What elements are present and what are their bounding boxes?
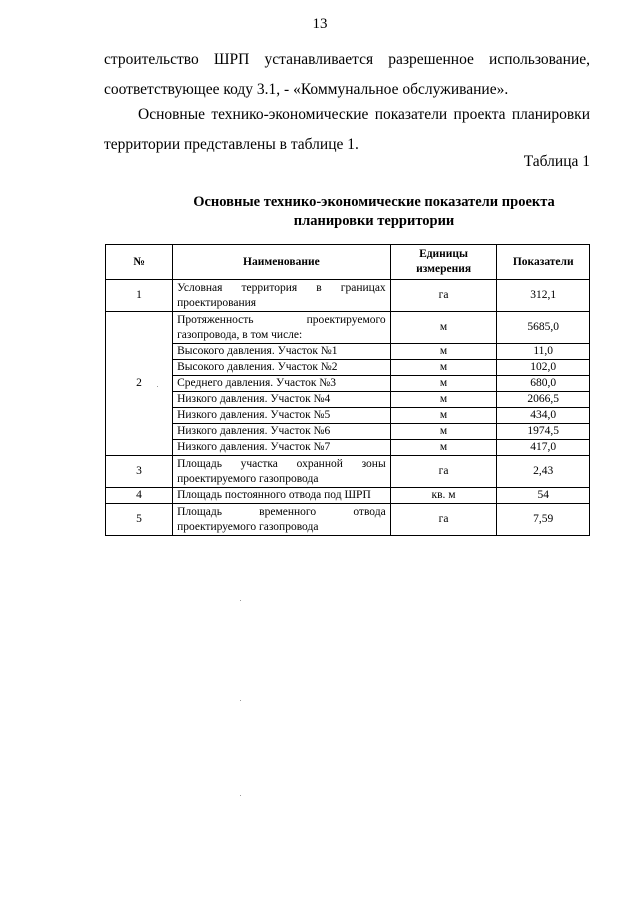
row-unit: м — [390, 376, 497, 392]
row-unit: га — [390, 456, 497, 488]
indicators-paragraph-line-1: Основные технико-экономические показатели проекта планировки — [138, 106, 590, 123]
row-value: 102,0 — [497, 360, 590, 376]
table-title — [104, 193, 640, 231]
scan-speck — [240, 795, 241, 796]
table-title-line-1: Основные технико-экономические показатели проекта — [193, 194, 555, 210]
indicators-paragraph — [104, 100, 590, 160]
row-num: 3 — [106, 456, 173, 488]
row-name: Низкого давления. Участок №5 — [173, 408, 391, 424]
row-unit: м — [390, 424, 497, 440]
table-row — [106, 504, 590, 536]
row-value: 680,0 — [497, 376, 590, 392]
row-unit: кв. м — [390, 488, 497, 504]
table-row — [106, 456, 590, 488]
header-name: Наименование — [173, 245, 391, 280]
row-name: Площадь временного отвода проектируемого газопровода — [173, 504, 391, 536]
row-value: 2,43 — [497, 456, 590, 488]
page-number: 13 — [312, 16, 328, 32]
row-unit: м — [390, 392, 497, 408]
table-caption: Таблица 1 — [523, 153, 590, 170]
row-value: 1974,5 — [497, 424, 590, 440]
row-unit: м — [390, 360, 497, 376]
row-name: Протяженность проектируемого газопровода, в том числе: — [173, 312, 391, 344]
row-value: 2066,5 — [497, 392, 590, 408]
table-row — [106, 408, 590, 424]
table-row — [106, 376, 590, 392]
row-name: Низкого давления. Участок №4 — [173, 392, 391, 408]
table-row — [106, 488, 590, 504]
scan-speck — [157, 386, 158, 387]
row-name: Низкого давления. Участок №7 — [173, 440, 391, 456]
row-value: 7,59 — [497, 504, 590, 536]
row-value: 5685,0 — [497, 312, 590, 344]
row-name: Площадь участка охранной зоны проектируемого газопровода — [173, 456, 391, 488]
header-num: № — [106, 245, 173, 280]
table-row — [106, 424, 590, 440]
scan-speck — [240, 600, 241, 601]
scan-speck — [240, 700, 241, 701]
table-row — [106, 344, 590, 360]
row-unit: га — [390, 280, 497, 312]
indicators-table — [105, 244, 590, 536]
intro-paragraph-line-1: строительство ШРП устанавливается разрешенное использование, — [104, 51, 590, 68]
row-unit: м — [390, 408, 497, 424]
row-name: Среднего давления. Участок №3 — [173, 376, 391, 392]
row-value: 434,0 — [497, 408, 590, 424]
row-value: 417,0 — [497, 440, 590, 456]
table-row — [106, 440, 590, 456]
row-unit: м — [390, 344, 497, 360]
header-value: Показатели — [497, 245, 590, 280]
table-header-row — [106, 245, 590, 280]
indicators-paragraph-line-2: территории представлены в таблице 1. — [104, 136, 359, 153]
row-name: Условная территория в границах проектирования — [173, 280, 391, 312]
row-unit: м — [390, 440, 497, 456]
row-num: 5 — [106, 504, 173, 536]
row-num: 2 — [106, 312, 173, 456]
row-name: Высокого давления. Участок №1 — [173, 344, 391, 360]
table-title-line-2: планировки территории — [293, 213, 455, 229]
row-unit: м — [390, 312, 497, 344]
row-unit: га — [390, 504, 497, 536]
header-unit: Единицы измерения — [390, 245, 497, 280]
row-value: 11,0 — [497, 344, 590, 360]
row-name: Высокого давления. Участок №2 — [173, 360, 391, 376]
row-num: 4 — [106, 488, 173, 504]
row-value: 54 — [497, 488, 590, 504]
row-name: Площадь постоянного отвода под ШРП — [173, 488, 391, 504]
intro-paragraph-line-2: соответствующее коду 3.1, - «Коммунальное обслуживание». — [104, 81, 509, 98]
row-num: 1 — [106, 280, 173, 312]
table-row — [106, 392, 590, 408]
intro-paragraph — [104, 45, 590, 105]
row-name: Низкого давления. Участок №6 — [173, 424, 391, 440]
table-row — [106, 312, 590, 344]
table-row — [106, 280, 590, 312]
table-row — [106, 360, 590, 376]
row-value: 312,1 — [497, 280, 590, 312]
